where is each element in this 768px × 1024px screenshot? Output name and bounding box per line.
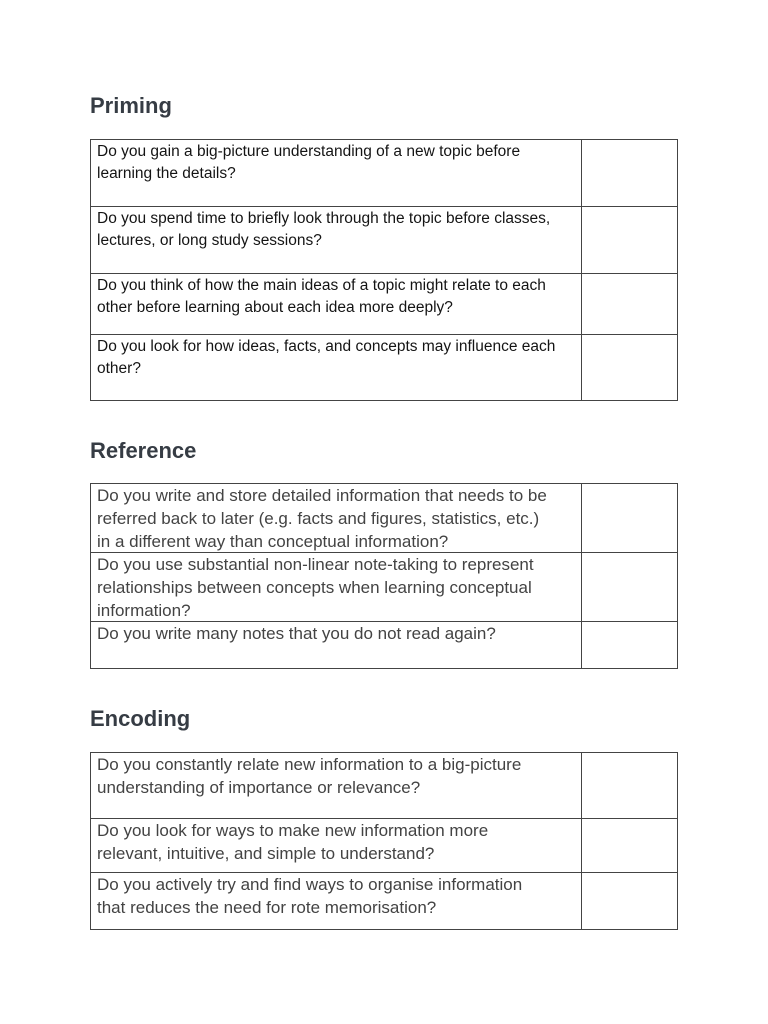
question-row	[91, 621, 677, 668]
section-heading-priming: Priming	[90, 93, 172, 118]
question-text: Do you gain a big-picture understanding of a new topic before learning the details?	[91, 140, 582, 206]
answer-cell	[582, 207, 677, 273]
question-text: Do you think of how the main ideas of a topic might relate to each other before learning about each idea more deeply?	[91, 274, 582, 334]
question-row	[91, 818, 677, 872]
reference-table	[90, 483, 678, 669]
section-heading-encoding: Encoding	[90, 706, 191, 731]
question-row	[91, 273, 677, 334]
question-text: Do you use substantial non-linear note-taking to represent relationships between concepts when learning conceptual information?	[91, 553, 582, 621]
answer-cell	[582, 819, 677, 872]
question-row	[91, 140, 677, 206]
question-row	[91, 552, 677, 621]
answer-cell	[582, 484, 677, 552]
question-text: Do you spend time to briefly look through the topic before classes, lectures, or long study sessions?	[91, 207, 582, 273]
question-row	[91, 484, 677, 552]
question-row	[91, 753, 677, 818]
question-text: Do you look for how ideas, facts, and concepts may influence each other?	[91, 335, 582, 400]
question-text: Do you write many notes that you do not read again?	[91, 622, 582, 668]
answer-cell	[582, 622, 677, 668]
section-heading-reference: Reference	[90, 438, 197, 463]
question-row	[91, 206, 677, 273]
question-row	[91, 334, 677, 400]
answer-cell	[582, 753, 677, 818]
priming-table	[90, 139, 678, 401]
question-text: Do you actively try and find ways to organise information that reduces the need for rote memorisation?	[91, 873, 582, 929]
answer-cell	[582, 140, 677, 206]
question-text: Do you write and store detailed information that needs to be referred back to later (e.g. facts and figures, statistics, etc.) in a different way than conceptual information?	[91, 484, 582, 552]
question-row	[91, 872, 677, 929]
answer-cell	[582, 274, 677, 334]
question-text: Do you look for ways to make new information more relevant, intuitive, and simple to understand?	[91, 819, 582, 872]
answer-cell	[582, 873, 677, 929]
encoding-table	[90, 752, 678, 930]
answer-cell	[582, 553, 677, 621]
question-text: Do you constantly relate new information to a big-picture understanding of importance or relevance?	[91, 753, 582, 818]
answer-cell	[582, 335, 677, 400]
